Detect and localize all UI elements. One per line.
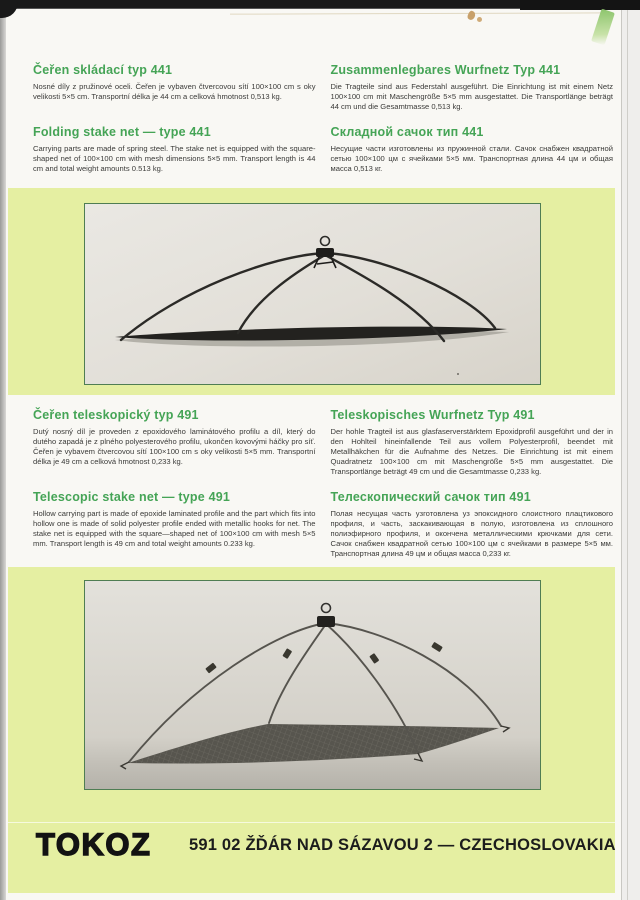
product-441-body-english: Carrying parts are made of spring steel. The stake net is equipped with the square-shaped net of 100×100 cm with mesh dimensions 5×5 mm. Transport length is 44 cm and total weight amounts 0.513 kg.: [33, 144, 316, 173]
product-441-title-russian: Складной сачок тип 441: [330, 125, 484, 139]
paper-crease-line: [8, 822, 615, 823]
page-top-left-corner: [0, 0, 18, 18]
product-491-body-czech: Dutý nosný díl je proveden z epoxidového laminátového profilu a díl, který do dutého zapadá je z plného polyesterového profilu, ukončen kovovými háčky pro síť. Čeřen je vybavem čtvercovou sítí 100×100 cm s oky velikosti 5×5 mm. Transportní délka je 49 cm a celková hmotnost 0,233 kg.: [33, 427, 316, 466]
product-491-body-russian: Полая несущая часть узготовлена уз эпоксидного слоистного плацтикового профиля, и часть, заскакивающая в полую, изготовлена из сплошного полиэфирного профиля, и окончена металлическими крючками для сети. Сачок снабжен квадратной сетью 100×100 цм с ячейками в размере 5×5 мм. Транспортная длина 49 цм и общая масса 0,233 кг.: [330, 509, 613, 558]
tape-mark: [591, 9, 615, 46]
paper-fold-line: [230, 12, 610, 14]
folding-stake-net-photo: [84, 203, 541, 385]
product-441-title-german: Zusammenlegbares Wurfnetz Typ 441: [330, 63, 561, 77]
scanner-top-right-edge: [520, 0, 640, 10]
paper-speck: [477, 17, 482, 22]
telescopic-stake-net-photo: [84, 580, 541, 790]
section-441-english: [33, 125, 316, 174]
section-441-czech: [33, 63, 316, 112]
product-491-title-russian: Телескопический сачок тип 491: [330, 490, 531, 504]
product-491-text-block: [33, 408, 613, 559]
product-441-body-russian: Несущие части изготовлены из пружинной стали. Сачок снабжен квадратной сетью 100×100 цм с ячейками 5×5 мм. Транспортная длина 44 цм и общая масса 0,513 кг.: [330, 144, 613, 173]
product-491-body-german: Der hohle Tragteil ist aus glasfaserverstärktem Epoxidprofil ausgeführt und der in den Hohlteil hineinfallende Teil aus vollem Polyesterprofil, beendet mit Metallhäkchen für die Aufnahme des Netzes. Die Einrichtung ist mit einem Quadratnetz 100×100 cm mit Maschengröße 5×5 mm ausgestattet. Die Transportlänge beträgt 49 cm und die Gesamtmasse 0,233 kg.: [330, 427, 613, 476]
page-left-edge: [0, 0, 6, 900]
product-491-title-czech: Čeřen teleskopický typ 491: [33, 408, 199, 422]
page-right-edge-line: [627, 8, 628, 900]
product-441-body-german: Die Tragteile sind aus Federstahl ausgeführt. Die Einrichtung ist mit einem Netz 100×100 cm mit Maschengröße 5×5 mm ausgestattet. Die Transportlänge beträgt 44 cm und die Gesamtmasse 0,513 kg.: [330, 82, 613, 111]
section-441-german: [331, 63, 614, 112]
product-491-body-english: Hollow carrying part is made of epoxide laminated profile and the part which fits into hollow one is made of solid polyester profile ended with metallic hooks for net. The stake net is equipped with the square—shaped net of 100×100 cm with mesh 5×5 mm. Transport length is 49 cm and total weight amounts 0.233 kg.: [33, 509, 316, 548]
section-491-english: [33, 490, 316, 559]
section-491-russian: [331, 490, 614, 559]
telescopic-net-drawing: [85, 581, 540, 789]
product-491-title-english: Telescopic stake net — type 491: [33, 490, 231, 504]
paper-speck: [466, 10, 476, 21]
company-address: 591 02 ŽĎÁR NAD SÁZAVOU 2 — CZECHOSLOVAKIA: [189, 836, 616, 854]
product-441-title-czech: Čeřen skládací typ 441: [33, 63, 173, 77]
product-491-title-german: Teleskopisches Wurfnetz Typ 491: [330, 408, 535, 422]
product-441-title-english: Folding stake net — type 441: [33, 125, 211, 139]
product-441-text-block: [33, 63, 613, 174]
product-441-body-czech: Nosné díly z pružinové oceli. Čeřen je vybaven čtvercovou sítí 100×100 cm s oky velikosti 5×5 cm. Transportní délka je 44 cm a celková hmotnost 0,513 kg.: [33, 82, 316, 101]
folding-net-drawing: [85, 204, 540, 384]
page-right-edge: [621, 8, 640, 900]
section-491-german: [331, 408, 614, 477]
tokoz-logo: TOKOZ: [36, 826, 152, 863]
section-441-russian: [331, 125, 614, 174]
section-491-czech: [33, 408, 316, 477]
